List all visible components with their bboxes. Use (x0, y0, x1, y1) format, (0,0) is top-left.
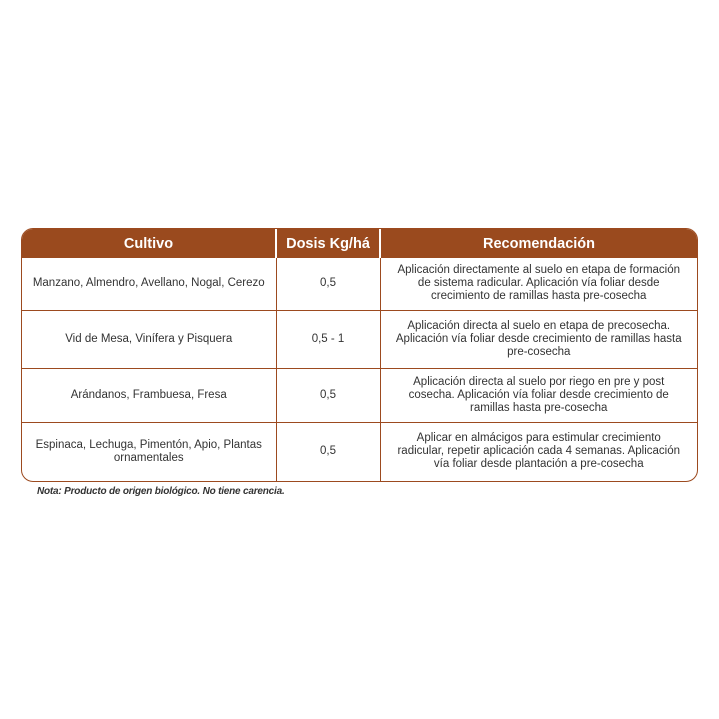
cell-cultivo: Vid de Mesa, Vinífera y Pisquera (22, 310, 276, 368)
dosage-table-container (21, 228, 698, 482)
cell-cultivo: Arándanos, Frambuesa, Fresa (22, 368, 276, 422)
cell-cultivo: Manzano, Almendro, Avellano, Nogal, Cerezo (22, 258, 276, 310)
cell-recomendacion: Aplicar en almácigos para estimular crecimiento radicular, repetir aplicación cada 4 semanas. Aplicación vía foliar desde plantación a pre-cosecha (397, 432, 681, 471)
table-row (22, 368, 697, 422)
header-cultivo: Cultivo (22, 229, 276, 258)
cell-dosis: 0,5 - 1 (276, 310, 380, 368)
table-row (22, 310, 697, 368)
cell-recomendacion: Aplicación directa al suelo en etapa de precosecha. Aplicación vía foliar desde crecimiento de ramillas hasta pre-cosecha (380, 310, 697, 368)
cell-recomendacion: Aplicación directamente al suelo en etapa de formación de sistema radicular. Aplicación vía foliar desde crecimiento de ramillas hasta pre-cosecha (380, 258, 697, 310)
table-row (22, 422, 697, 481)
cell-dosis: 0,5 (276, 258, 380, 310)
table-header-row (22, 229, 697, 258)
cell-recomendacion: Aplicación directa al suelo por riego en pre y post cosecha. Aplicación vía foliar desde crecimiento de ramillas hasta pre-cosecha (380, 368, 697, 422)
cell-dosis: 0,5 (276, 422, 380, 481)
footnote: Nota: Producto de origen biológico. No tiene carencia. (37, 486, 285, 497)
header-dosis: Dosis Kg/há (276, 229, 380, 258)
cell-dosis: 0,5 (276, 368, 380, 422)
header-recomendacion: Recomendación (380, 229, 697, 258)
cell-cultivo: Espinaca, Lechuga, Pimentón, Apio, Plantas ornamentales (22, 422, 276, 481)
table-row (22, 258, 697, 310)
dosage-table (22, 229, 697, 481)
